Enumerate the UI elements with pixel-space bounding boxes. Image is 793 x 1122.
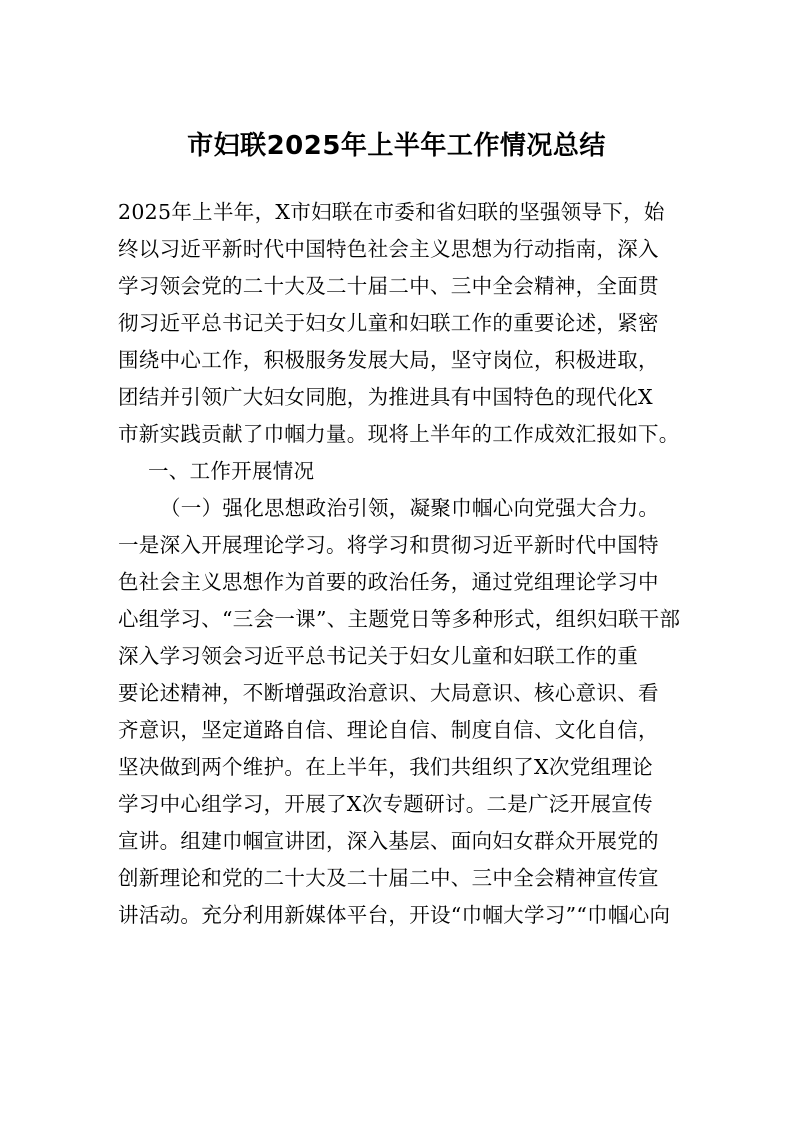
paragraph-line: 围绕中心工作，积极服务发展大局，坚守岗位，积极进取，: [118, 348, 659, 372]
paragraph-line: 齐意识，坚定道路自信、理论自信、制度自信、文化自信，: [118, 718, 659, 742]
paragraph-line: 2025年上半年，X市妇联在市委和省妇联的坚强领导下，始: [118, 200, 665, 224]
paragraph-line: 要论述精神，不断增强政治意识、大局意识、核心意识、看: [118, 681, 659, 705]
section-heading: 一、工作开展情况: [148, 459, 315, 483]
paragraph-line: 市新实践贡献了巾帼力量。现将上半年的工作成效汇报如下。: [118, 422, 680, 446]
subsection-heading: （一）强化思想政治引领，凝聚巾帼心向党强大合力。: [160, 496, 660, 520]
paragraph-line: 彻习近平总书记关于妇女儿童和妇联工作的重要论述，紧密: [118, 311, 659, 335]
paragraph-line: 一是深入开展理论学习。将学习和贯彻习近平新时代中国特: [118, 533, 659, 557]
paragraph-line: 色社会主义思想作为首要的政治任务，通过党组理论学习中: [118, 570, 659, 594]
document-title: 市妇联2025年上半年工作情况总结: [187, 131, 606, 161]
paragraph-line: 坚决做到两个维护。在上半年，我们共组织了X次党组理论: [118, 755, 653, 779]
paragraph-line: 学习领会党的二十大及二十届二中、三中全会精神，全面贯: [118, 274, 659, 298]
paragraph-line: 终以习近平新时代中国特色社会主义思想为行动指南，深入: [118, 237, 659, 261]
paragraph-line: 心组学习、“三会一课”、主题党日等多种形式，组织妇联干部: [118, 607, 681, 631]
paragraph-line: 团结并引领广大妇女同胞，为推进具有中国特色的现代化X: [118, 385, 653, 409]
paragraph-line: 宣讲。组建巾帼宣讲团，深入基层、面向妇女群众开展党的: [118, 829, 659, 853]
paragraph-line: 讲活动。充分利用新媒体平台，开设“巾帼大学习”“巾帼心向: [118, 903, 671, 927]
paragraph-line: 深入学习领会习近平总书记关于妇女儿童和妇联工作的重: [118, 644, 638, 668]
paragraph-line: 创新理论和党的二十大及二十届二中、三中全会精神宣传宣: [118, 866, 659, 890]
paragraph-line: 学习中心组学习，开展了X次专题研讨。二是广泛开展宣传: [118, 792, 653, 816]
